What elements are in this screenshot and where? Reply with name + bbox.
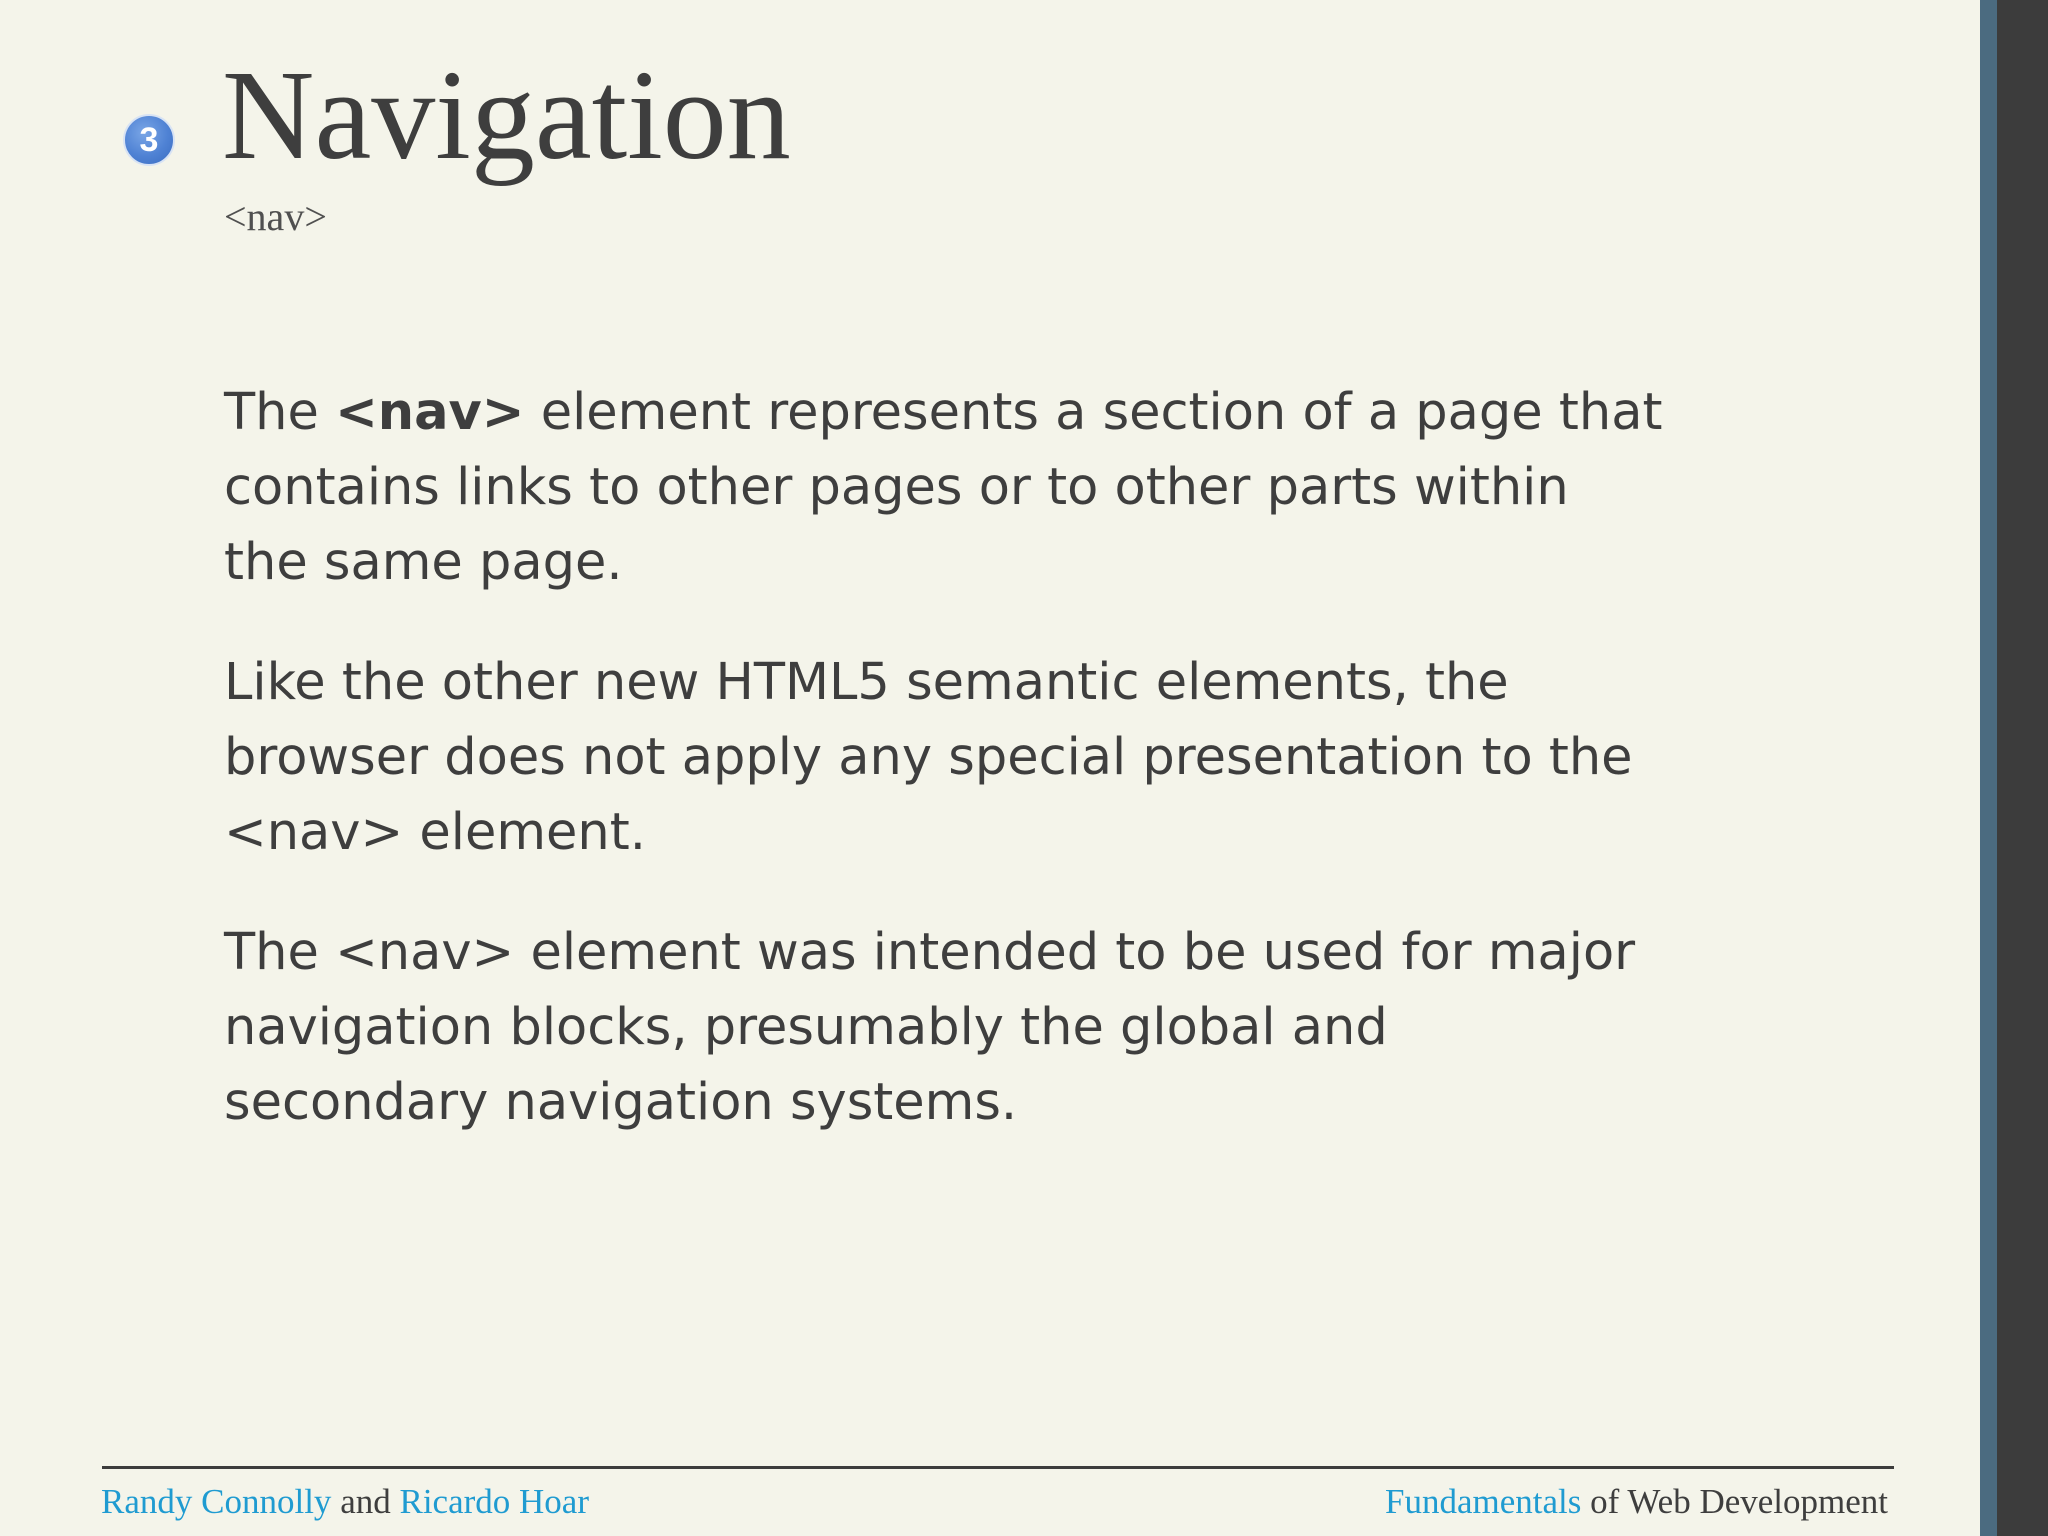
slide-number-badge: 3 [123,114,175,166]
author-randy-connolly: Randy Connolly [101,1482,332,1521]
slide-body [224,375,1664,1185]
author-connector: and [331,1482,400,1521]
paragraph-1-lead: The [224,383,336,442]
book-title-accent: Fundamentals [1385,1482,1582,1521]
sidebar-accent-stripe [1980,0,1997,1536]
slide-title: Navigation [222,44,791,186]
footer-book-title [1385,1480,1888,1524]
author-ricardo-hoar: Ricardo Hoar [399,1482,589,1521]
footer-authors [101,1480,589,1524]
nav-tag-bold: <nav> [335,383,525,442]
book-title-rest: of Web Development [1581,1482,1888,1521]
slide-subtitle: <nav> [224,194,327,239]
sidebar-dark-stripe [1997,0,2048,1536]
paragraph-1-rest: element represents a section of a page that contains links to other pages or to other parts within the same page. [224,383,1663,592]
paragraph-nav-usage: The <nav> element was intended to be used for major navigation blocks, presumably the global and secondary navigation systems. [224,923,1636,1132]
paragraph-nav-definition [224,375,1664,600]
paragraph-nav-presentation: Like the other new HTML5 semantic elements, the browser does not apply any special presentation to the <nav> element. [224,653,1633,862]
footer-divider [102,1466,1894,1469]
